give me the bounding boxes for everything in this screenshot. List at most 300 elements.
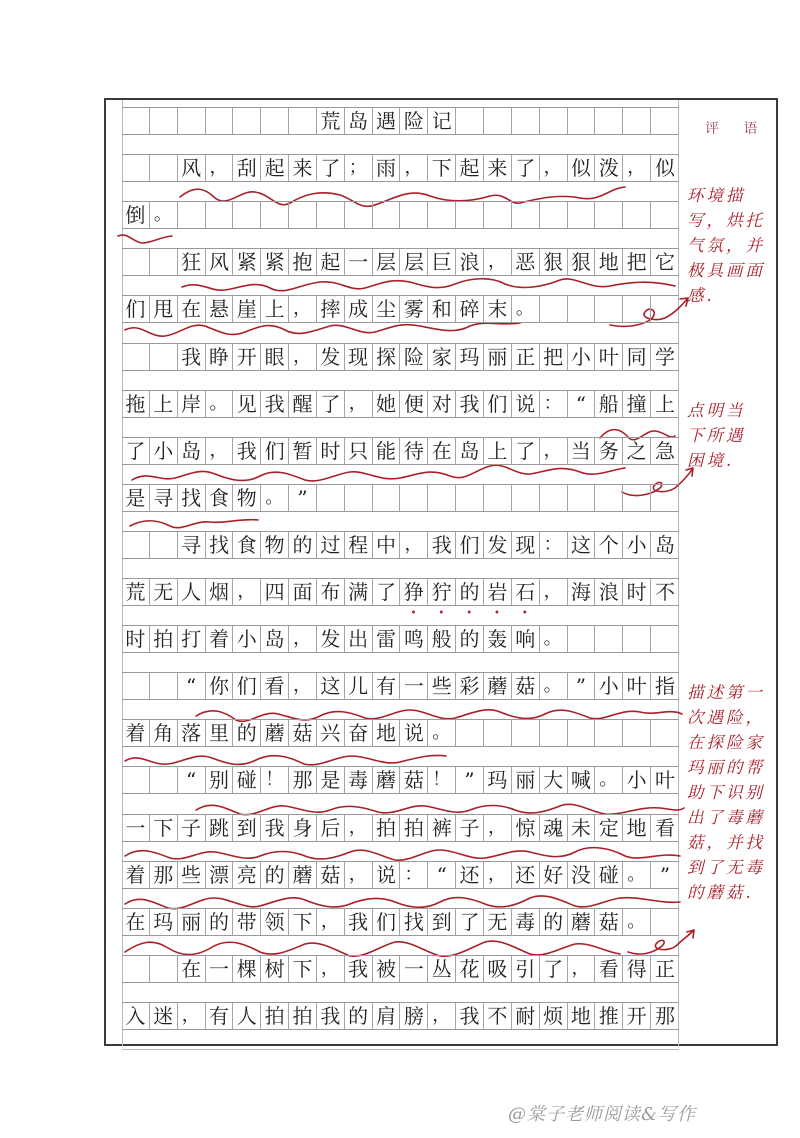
grid-cell: ” xyxy=(568,673,596,699)
grid-cell: ， xyxy=(345,862,373,888)
grid-cell xyxy=(289,108,317,134)
grid-cell: 鸣 xyxy=(400,626,428,652)
grid-cell xyxy=(484,485,512,511)
grid-cell: ， xyxy=(178,1003,206,1029)
grid-cell: 狞 xyxy=(428,579,456,605)
grid-cell: 们 xyxy=(261,438,289,464)
grid-cell: 发 xyxy=(484,532,512,558)
grid-cell xyxy=(512,720,540,746)
grid-cell: ！ xyxy=(261,767,289,793)
grid-cell xyxy=(540,108,568,134)
grid-cell: 彩 xyxy=(456,673,484,699)
emphasis-dot: • xyxy=(494,608,500,619)
grid-cell: 了 xyxy=(540,956,568,982)
text-row xyxy=(122,955,679,983)
comment-line: 描述第一 xyxy=(687,683,765,702)
grid-cell: 现 xyxy=(345,344,373,370)
grid-cell xyxy=(233,202,261,228)
grid-cell: 对 xyxy=(428,391,456,417)
grid-cell: “ xyxy=(568,391,596,417)
teacher-comment xyxy=(687,183,779,308)
grid-cell: 玛 xyxy=(150,909,178,935)
grid-cell: 记 xyxy=(428,108,456,134)
grid-cell: 膀 xyxy=(400,1003,428,1029)
grid-cell: ， xyxy=(317,956,345,982)
grid-cell: 着 xyxy=(206,626,234,652)
grid-cell: 食 xyxy=(233,532,261,558)
grid-cell: 在 xyxy=(122,909,150,935)
grid-cell: 末 xyxy=(484,296,512,322)
grid-cell: 小 xyxy=(595,673,623,699)
grid-cell: 树 xyxy=(261,956,289,982)
text-row xyxy=(122,766,679,794)
grid-cell: 了 xyxy=(317,391,345,417)
grid-cell: ： xyxy=(540,391,568,417)
grid-cell: 推 xyxy=(595,1003,623,1029)
grid-cell xyxy=(623,296,651,322)
grid-cell: 下 xyxy=(428,155,456,181)
grid-cell: 上 xyxy=(654,391,675,416)
grid-cell xyxy=(568,296,596,322)
grid-cell: 下 xyxy=(150,815,178,841)
grid-cell: 我 xyxy=(178,344,206,370)
grid-cell: 下 xyxy=(289,909,317,935)
grid-cell: 那 xyxy=(289,767,317,793)
grid-cell: 见 xyxy=(233,391,261,417)
text-row xyxy=(122,908,679,936)
comment-line: 环境描 xyxy=(687,186,746,205)
grid-cell: 兴 xyxy=(317,720,345,746)
grid-cell: 开 xyxy=(233,344,261,370)
grid-cell xyxy=(373,202,401,228)
grid-cell xyxy=(484,202,512,228)
grid-cell: ， xyxy=(428,1003,456,1029)
grid-cell: 我 xyxy=(456,1003,484,1029)
grid-cell: 岛 xyxy=(456,438,484,464)
grid-cell xyxy=(122,767,150,793)
grid-cell: “ xyxy=(178,767,206,793)
grid-cell: 是 xyxy=(317,767,345,793)
grid-cell: 喊 xyxy=(568,767,596,793)
grid-cell xyxy=(345,485,373,511)
grid-cell: 。 xyxy=(512,296,540,322)
text-row xyxy=(122,390,679,418)
grid-cell: 一 xyxy=(206,956,234,982)
grid-cell: 迷 xyxy=(150,1003,178,1029)
grid-cell: 蘑 xyxy=(568,909,596,935)
grid-cell: 的 xyxy=(456,579,484,605)
grid-cell: 大 xyxy=(540,767,568,793)
grid-cell: 面 xyxy=(289,579,317,605)
comment-line: 写，烘托 xyxy=(687,211,765,230)
grid-cell: 摔 xyxy=(317,296,345,322)
grid-cell xyxy=(456,720,484,746)
grid-cell: 狠 xyxy=(540,249,568,275)
grid-cell: 里 xyxy=(206,720,234,746)
grid-cell xyxy=(595,485,623,511)
grid-cell: 我 xyxy=(261,391,289,417)
grid-cell: 发 xyxy=(317,344,345,370)
grid-cell: 。 xyxy=(428,720,456,746)
grid-cell: 子 xyxy=(456,815,484,841)
emphasis-dot: • xyxy=(466,608,473,619)
grid-cell: 地 xyxy=(568,1003,596,1029)
grid-cell: 奋 xyxy=(345,720,373,746)
grid-cell: 之 xyxy=(623,438,651,464)
grid-cell: 的 xyxy=(261,862,289,888)
grid-cell xyxy=(484,108,512,134)
grid-cell xyxy=(623,485,651,511)
emphasis-dot: • xyxy=(410,608,417,619)
grid-cell: 正 xyxy=(512,344,540,370)
text-row xyxy=(122,343,679,371)
grid-cell: 菇 xyxy=(512,673,540,699)
grid-cell xyxy=(150,249,178,275)
grid-cell: 到 xyxy=(233,815,261,841)
grid-cell: 时 xyxy=(122,626,150,652)
grid-cell: ， xyxy=(484,815,512,841)
grid-cell xyxy=(122,249,150,275)
grid-cell: 起 xyxy=(317,249,345,275)
grid-cell xyxy=(122,956,150,982)
comment-line: 出了毒蘑 xyxy=(687,808,765,827)
grid-cell: ” xyxy=(659,862,671,887)
grid-cell: 。 xyxy=(623,862,651,888)
comment-line: 感. xyxy=(687,286,715,305)
grid-cell: ” xyxy=(456,767,484,793)
grid-cell: 雾 xyxy=(400,296,428,322)
grid-cell: 正 xyxy=(654,956,675,981)
grid-cell: 巨 xyxy=(428,249,456,275)
grid-cell: 食 xyxy=(206,485,234,511)
grid-cell: 个 xyxy=(595,532,623,558)
grid-cell xyxy=(651,485,679,511)
grid-cell: 的 xyxy=(233,720,261,746)
grid-cell: 我 xyxy=(233,438,261,464)
grid-cell: 们 xyxy=(122,296,150,322)
grid-cell: 泼 xyxy=(595,155,623,181)
grid-cell xyxy=(568,485,596,511)
grid-cell: 雷 xyxy=(373,626,401,652)
grid-cell: 能 xyxy=(373,438,401,464)
comment-line: 菇，并找 xyxy=(687,833,765,852)
grid-cell: 把 xyxy=(540,344,568,370)
grid-cell: 响 xyxy=(512,626,540,652)
grid-cell xyxy=(150,956,178,982)
grid-cell: 学 xyxy=(654,344,675,369)
grid-cell: 岩 xyxy=(484,579,512,605)
grid-cell: 说 xyxy=(373,862,401,888)
grid-cell: 小 xyxy=(568,344,596,370)
grid-cell: 未 xyxy=(568,815,596,841)
grid-cell: 上 xyxy=(150,391,178,417)
text-row xyxy=(122,672,679,700)
grid-cell xyxy=(595,108,623,134)
grid-cell xyxy=(568,202,596,228)
grid-cell xyxy=(512,108,540,134)
grid-cell xyxy=(568,108,596,134)
grid-cell xyxy=(150,155,178,181)
grid-cell: 风 xyxy=(178,155,206,181)
grid-cell: 。 xyxy=(595,767,623,793)
grid-cell: 丽 xyxy=(178,909,206,935)
grid-cell: 些 xyxy=(178,862,206,888)
grid-cell: 时 xyxy=(317,438,345,464)
grid-cell: 着 xyxy=(122,720,150,746)
grid-cell: 丽 xyxy=(484,344,512,370)
grid-cell xyxy=(623,720,651,746)
comment-column-header: 评 语 xyxy=(705,121,768,137)
grid-cell xyxy=(651,626,679,652)
grid-cell: 来 xyxy=(289,155,317,181)
grid-cell: ： xyxy=(400,862,428,888)
grid-cell: 时 xyxy=(623,579,651,605)
grid-cell xyxy=(122,155,150,181)
grid-cell xyxy=(651,909,679,935)
grid-cell: 了 xyxy=(512,438,540,464)
grid-cell: 落 xyxy=(178,720,206,746)
grid-cell xyxy=(122,673,150,699)
grid-cell: 起 xyxy=(456,155,484,181)
grid-cell: 的 xyxy=(456,626,484,652)
grid-cell: 悬 xyxy=(206,296,234,322)
grid-cell: 指 xyxy=(654,674,675,699)
grid-cell xyxy=(122,108,150,134)
grid-cell: 蘑 xyxy=(484,673,512,699)
grid-cell: 寻 xyxy=(150,485,178,511)
grid-cell: 把 xyxy=(623,249,651,275)
grid-cell: 撞 xyxy=(623,391,651,417)
grid-cell: ， xyxy=(345,391,373,417)
grid-cell: 甩 xyxy=(150,296,178,322)
grid-cell: 它 xyxy=(654,250,675,275)
grid-cell: 似 xyxy=(654,156,675,181)
grid-cell: 船 xyxy=(595,391,623,417)
grid-cell: 当 xyxy=(568,438,596,464)
grid-cell: ， xyxy=(289,626,317,652)
grid-cell xyxy=(595,626,623,652)
grid-cell: 的 xyxy=(345,1003,373,1029)
grid-cell: ， xyxy=(484,862,512,888)
text-row xyxy=(122,484,679,512)
grid-cell xyxy=(651,108,679,134)
grid-cell: 小 xyxy=(233,626,261,652)
text-row xyxy=(122,248,679,276)
grid-cell: 们 xyxy=(233,673,261,699)
grid-cell: ； xyxy=(345,155,373,181)
grid-cell: 我 xyxy=(345,909,373,935)
grid-cell: 出 xyxy=(345,626,373,652)
grid-cell: 她 xyxy=(373,391,401,417)
grid-cell xyxy=(261,202,289,228)
grid-cell: 不 xyxy=(484,1003,512,1029)
grid-cell: 拍 xyxy=(261,1003,289,1029)
grid-cell: 般 xyxy=(428,626,456,652)
grid-cell: ” xyxy=(289,485,317,511)
teacher-comment xyxy=(687,398,779,473)
grid-cell: 找 xyxy=(400,909,428,935)
grid-cell: 烟 xyxy=(206,579,234,605)
grid-cell: 无 xyxy=(484,909,512,935)
grid-cell: ， xyxy=(206,155,234,181)
grid-cell xyxy=(512,202,540,228)
grid-cell: ， xyxy=(289,344,317,370)
grid-cell xyxy=(345,202,373,228)
comment-line: 困境. xyxy=(687,451,735,470)
grid-cell: 看 xyxy=(261,673,289,699)
grid-cell: 。 xyxy=(150,202,178,228)
grid-cell: ， xyxy=(484,249,512,275)
grid-cell: 轰 xyxy=(484,626,512,652)
grid-cell: ： xyxy=(540,532,568,558)
grid-cell: 毒 xyxy=(345,767,373,793)
grid-cell xyxy=(540,296,568,322)
grid-cell: 的 xyxy=(540,909,568,935)
grid-cell: 了 xyxy=(512,155,540,181)
grid-cell: 一 xyxy=(345,249,373,275)
grid-cell: 有 xyxy=(373,673,401,699)
grid-cell: 碰 xyxy=(233,767,261,793)
grid-cell: 在 xyxy=(178,296,206,322)
grid-cell: 是 xyxy=(122,485,150,511)
grid-cell xyxy=(178,202,206,228)
grid-cell: 拍 xyxy=(373,815,401,841)
grid-cell: 蘑 xyxy=(373,767,401,793)
grid-cell: 一 xyxy=(122,815,150,841)
grid-cell: 便 xyxy=(400,391,428,417)
grid-cell: 菇 xyxy=(317,862,345,888)
grid-cell: 丽 xyxy=(512,767,540,793)
grid-cell xyxy=(540,720,568,746)
grid-cell: 探 xyxy=(373,344,401,370)
grid-cell xyxy=(150,767,178,793)
grid-cell: 人 xyxy=(178,579,206,605)
grid-cell: 待 xyxy=(400,438,428,464)
grid-cell: ， xyxy=(289,673,317,699)
grid-cell xyxy=(150,344,178,370)
text-row xyxy=(122,154,679,182)
grid-cell: 上 xyxy=(261,296,289,322)
grid-cell: 那 xyxy=(654,1003,675,1028)
grid-cell: 在 xyxy=(178,956,206,982)
grid-cell: 身 xyxy=(289,815,317,841)
emphasis-dot: • xyxy=(438,608,445,619)
grid-cell: 过 xyxy=(317,532,345,558)
grid-cell: 现 xyxy=(512,532,540,558)
grid-cell: 狰 xyxy=(400,579,428,605)
grid-cell: 漂 xyxy=(206,862,234,888)
grid-cell: 发 xyxy=(317,626,345,652)
grid-cell: 玛 xyxy=(484,767,512,793)
grid-cell xyxy=(456,485,484,511)
text-row xyxy=(122,437,679,465)
comment-line: 助下识别 xyxy=(687,783,765,802)
grid-cell: 儿 xyxy=(345,673,373,699)
comment-line: 次遇险， xyxy=(687,708,765,727)
writing-grid xyxy=(122,100,679,1046)
grid-cell: 荒 xyxy=(122,579,150,605)
grid-cell: 说 xyxy=(512,391,540,417)
grid-cell: 岛 xyxy=(654,532,675,557)
grid-cell: 无 xyxy=(150,579,178,605)
grid-cell: 的 xyxy=(289,532,317,558)
grid-cell: ！ xyxy=(428,767,456,793)
grid-cell xyxy=(178,108,206,134)
grid-cell: 狂 xyxy=(178,249,206,275)
grid-cell: ， xyxy=(317,909,345,935)
grid-cell: 还 xyxy=(456,862,484,888)
grid-cell: 上 xyxy=(484,438,512,464)
grid-cell xyxy=(651,720,679,746)
text-row xyxy=(122,814,679,842)
grid-cell: 菇 xyxy=(400,767,428,793)
grid-cell: 崖 xyxy=(233,296,261,322)
grid-cell xyxy=(261,108,289,134)
grid-cell: 在 xyxy=(428,438,456,464)
grid-cell: 下 xyxy=(289,956,317,982)
grid-cell: ， xyxy=(345,815,373,841)
grid-cell: 吸 xyxy=(484,956,512,982)
grid-cell xyxy=(400,202,428,228)
grid-cell: 了 xyxy=(373,579,401,605)
grid-cell: 找 xyxy=(206,532,234,558)
grid-cell: 抱 xyxy=(289,249,317,275)
grid-cell xyxy=(568,626,596,652)
teacher-comment xyxy=(687,680,779,905)
title-row xyxy=(122,107,679,135)
grid-cell: 务 xyxy=(595,438,623,464)
grid-cell xyxy=(623,108,651,134)
text-row xyxy=(122,861,679,889)
grid-cell: 领 xyxy=(261,909,289,935)
watermark: @棠子老师阅读&写作 xyxy=(508,1104,697,1125)
grid-cell: 浪 xyxy=(456,249,484,275)
grid-cell: 地 xyxy=(623,815,651,841)
grid-cell xyxy=(289,202,317,228)
grid-cell xyxy=(540,485,568,511)
grid-cell: 们 xyxy=(456,532,484,558)
grid-cell: 尘 xyxy=(373,296,401,322)
grid-cell: 看 xyxy=(595,956,623,982)
grid-cell: 还 xyxy=(512,862,540,888)
grid-cell: 来 xyxy=(484,155,512,181)
grid-cell: 醒 xyxy=(289,391,317,417)
grid-cell: 似 xyxy=(568,155,596,181)
grid-cell: 们 xyxy=(373,909,401,935)
grid-cell: 急 xyxy=(654,438,675,463)
grid-cell: 烦 xyxy=(540,1003,568,1029)
grid-cell: 。 xyxy=(206,391,234,417)
grid-cell: 耐 xyxy=(512,1003,540,1029)
grid-cell: 裤 xyxy=(428,815,456,841)
grid-cell: 子 xyxy=(178,815,206,841)
grid-cell: 刮 xyxy=(233,155,261,181)
grid-cell: 得 xyxy=(623,956,651,982)
grid-cell xyxy=(317,202,345,228)
grid-cell: “ xyxy=(178,673,206,699)
grid-cell xyxy=(512,485,540,511)
grid-cell: 被 xyxy=(373,956,401,982)
grid-cell: ， xyxy=(289,296,317,322)
grid-cell: 小 xyxy=(150,438,178,464)
grid-cell: 。 xyxy=(261,485,289,511)
grid-cell: 叶 xyxy=(595,344,623,370)
grid-cell: 布 xyxy=(317,579,345,605)
grid-cell: 寻 xyxy=(178,532,206,558)
grid-cell xyxy=(651,296,679,322)
grid-cell xyxy=(233,108,261,134)
grid-cell: 的 xyxy=(206,909,234,935)
